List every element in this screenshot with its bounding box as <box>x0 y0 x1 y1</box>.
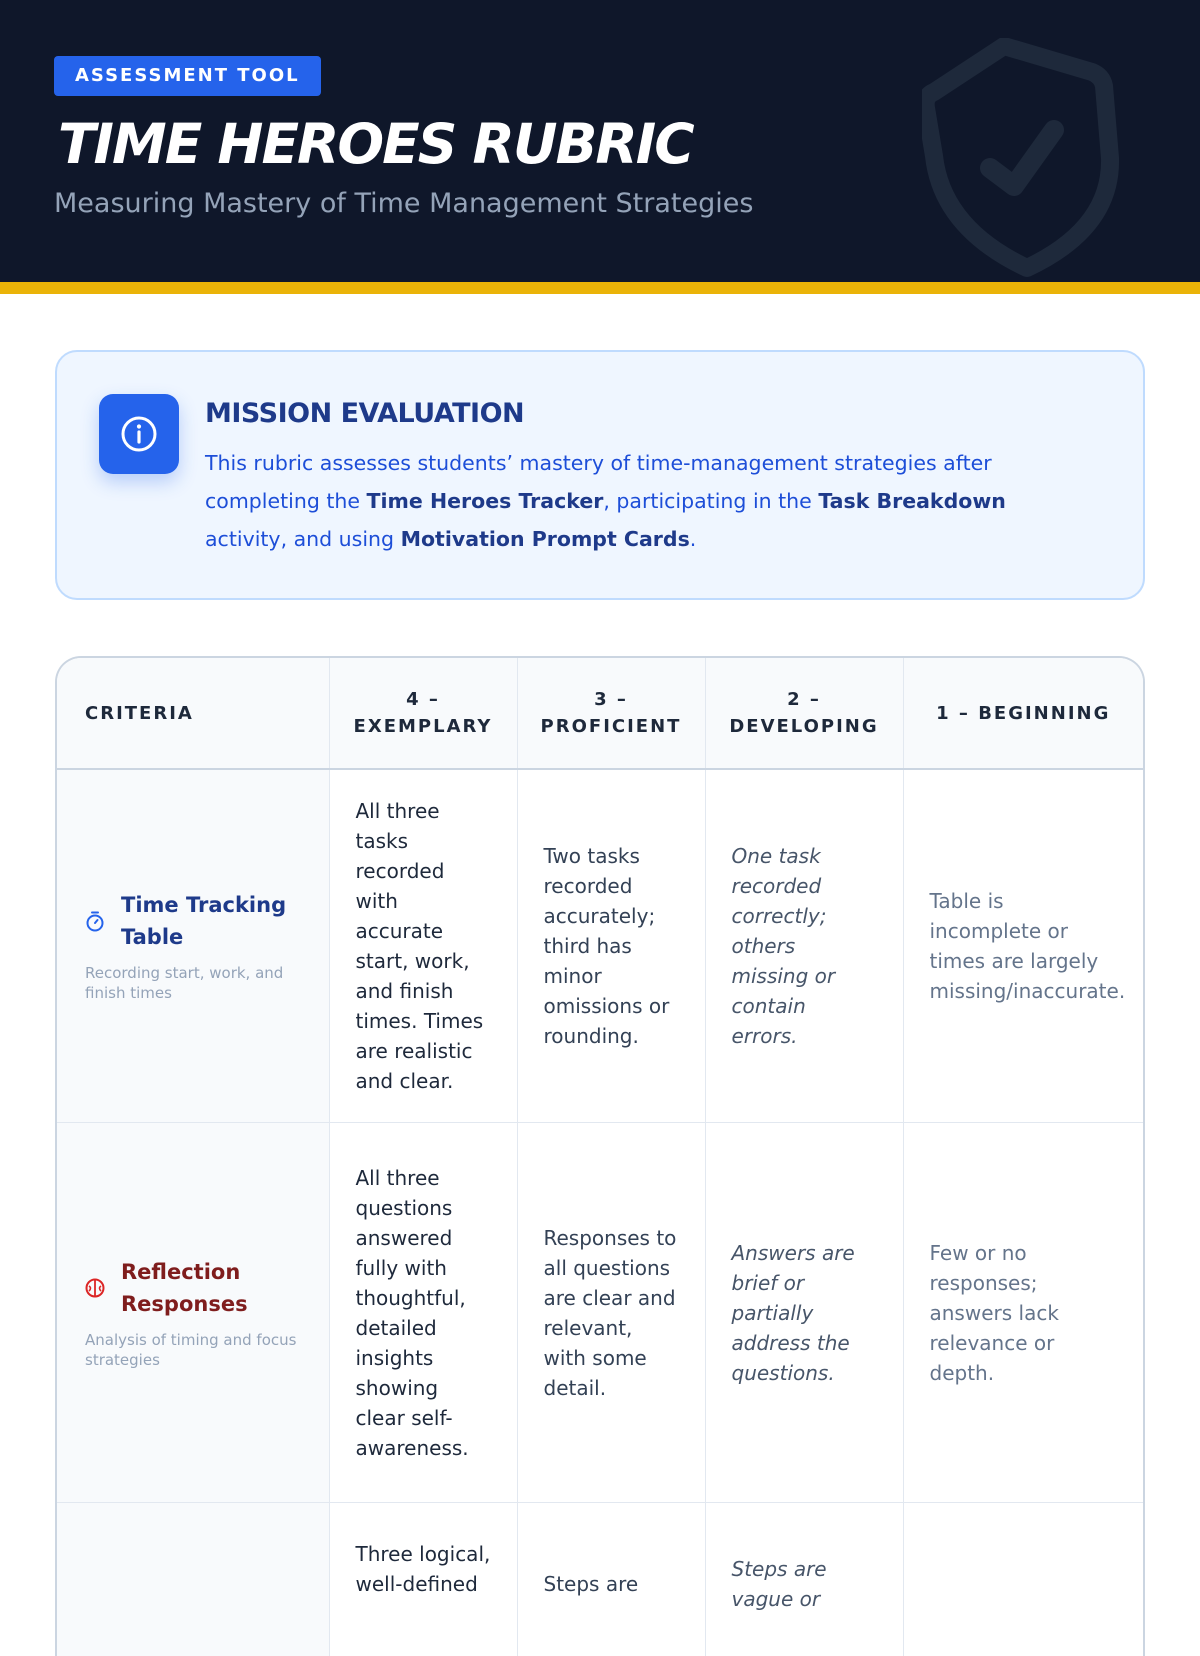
level-1-cell: Few or no responses; answers lack relevance or depth. <box>903 1123 1143 1503</box>
mission-text-part: . <box>690 527 697 551</box>
shield-check-icon <box>922 38 1132 278</box>
level-4-cell: All three tasks recorded with accurate start, work, and finish times. Times are realistic and clear. <box>329 769 517 1123</box>
header-criteria: CRITERIA <box>57 658 329 769</box>
page-subtitle: Measuring Mastery of Time Management Strategies <box>54 186 753 222</box>
page-header <box>0 0 1200 282</box>
level-3-cell: Two tasks recorded accurately; third has minor omissions or rounding. <box>517 769 705 1123</box>
table-header-row <box>57 658 1143 769</box>
level-1-cell: Table is incomplete or times are largely missing/inaccurate. <box>903 769 1143 1123</box>
header-developing: 2 – DEVELOPING <box>705 658 903 769</box>
criteria-heading <box>85 1256 309 1320</box>
page-title: TIME HEROES RUBRIC <box>58 108 693 180</box>
task-breakdown-highlight: Task Breakdown <box>818 489 1006 513</box>
tracker-highlight: Time Heroes Tracker <box>367 489 604 513</box>
table-row <box>57 769 1143 1123</box>
header-accent-stripe <box>0 282 1200 294</box>
criteria-cell <box>57 1123 329 1503</box>
criteria-cell <box>57 1503 329 1656</box>
criteria-description: Analysis of timing and focus strategies <box>85 1330 309 1370</box>
level-3-cell: Responses to all questions are clear and relevant, with some detail. <box>517 1123 705 1503</box>
mission-title: MISSION EVALUATION <box>205 396 524 432</box>
criteria-heading <box>85 889 309 953</box>
header-proficient: 3 – PROFICIENT <box>517 658 705 769</box>
info-icon <box>99 394 179 474</box>
prompt-cards-highlight: Motivation Prompt Cards <box>401 527 690 551</box>
criteria-name: Reflection Responses <box>121 1256 309 1320</box>
table-row <box>57 1503 1143 1656</box>
mission-description <box>205 444 1085 558</box>
mission-text-part: activity, and using <box>205 527 401 551</box>
level-4-cell: All three questions answered fully with thoughtful, detailed insights showing clear self-awareness. <box>329 1123 517 1503</box>
rubric-table-container <box>55 656 1145 1656</box>
table-row <box>57 1123 1143 1503</box>
brain-icon <box>85 1277 107 1299</box>
mission-evaluation-card <box>55 350 1145 600</box>
level-3-text: Steps are <box>544 1572 639 1596</box>
level-2-cell: One task recorded correctly; others missing or contain errors. <box>705 769 903 1123</box>
rubric-table <box>57 658 1143 1656</box>
level-4-cell <box>329 1503 517 1656</box>
level-4-text: Three logical, well-defined <box>356 1542 491 1596</box>
level-2-text: Steps are vague or <box>732 1557 827 1611</box>
level-2-cell <box>705 1503 903 1656</box>
assessment-badge: ASSESSMENT TOOL <box>54 56 321 96</box>
level-3-cell <box>517 1503 705 1656</box>
criteria-description: Recording start, work, and finish times <box>85 963 309 1003</box>
stopwatch-icon <box>85 910 107 932</box>
mission-text-part: This rubric assesses students’ mastery of time-management strategies after completing the <box>205 451 992 513</box>
criteria-name: Time Tracking Table <box>121 889 309 953</box>
header-exemplary: 4 – EXEMPLARY <box>329 658 517 769</box>
header-beginning: 1 – BEGINNING <box>903 658 1143 769</box>
level-1-cell <box>903 1503 1143 1656</box>
level-2-cell: Answers are brief or partially address the questions. <box>705 1123 903 1503</box>
criteria-cell <box>57 769 329 1123</box>
mission-text-part: , participating in the <box>603 489 818 513</box>
